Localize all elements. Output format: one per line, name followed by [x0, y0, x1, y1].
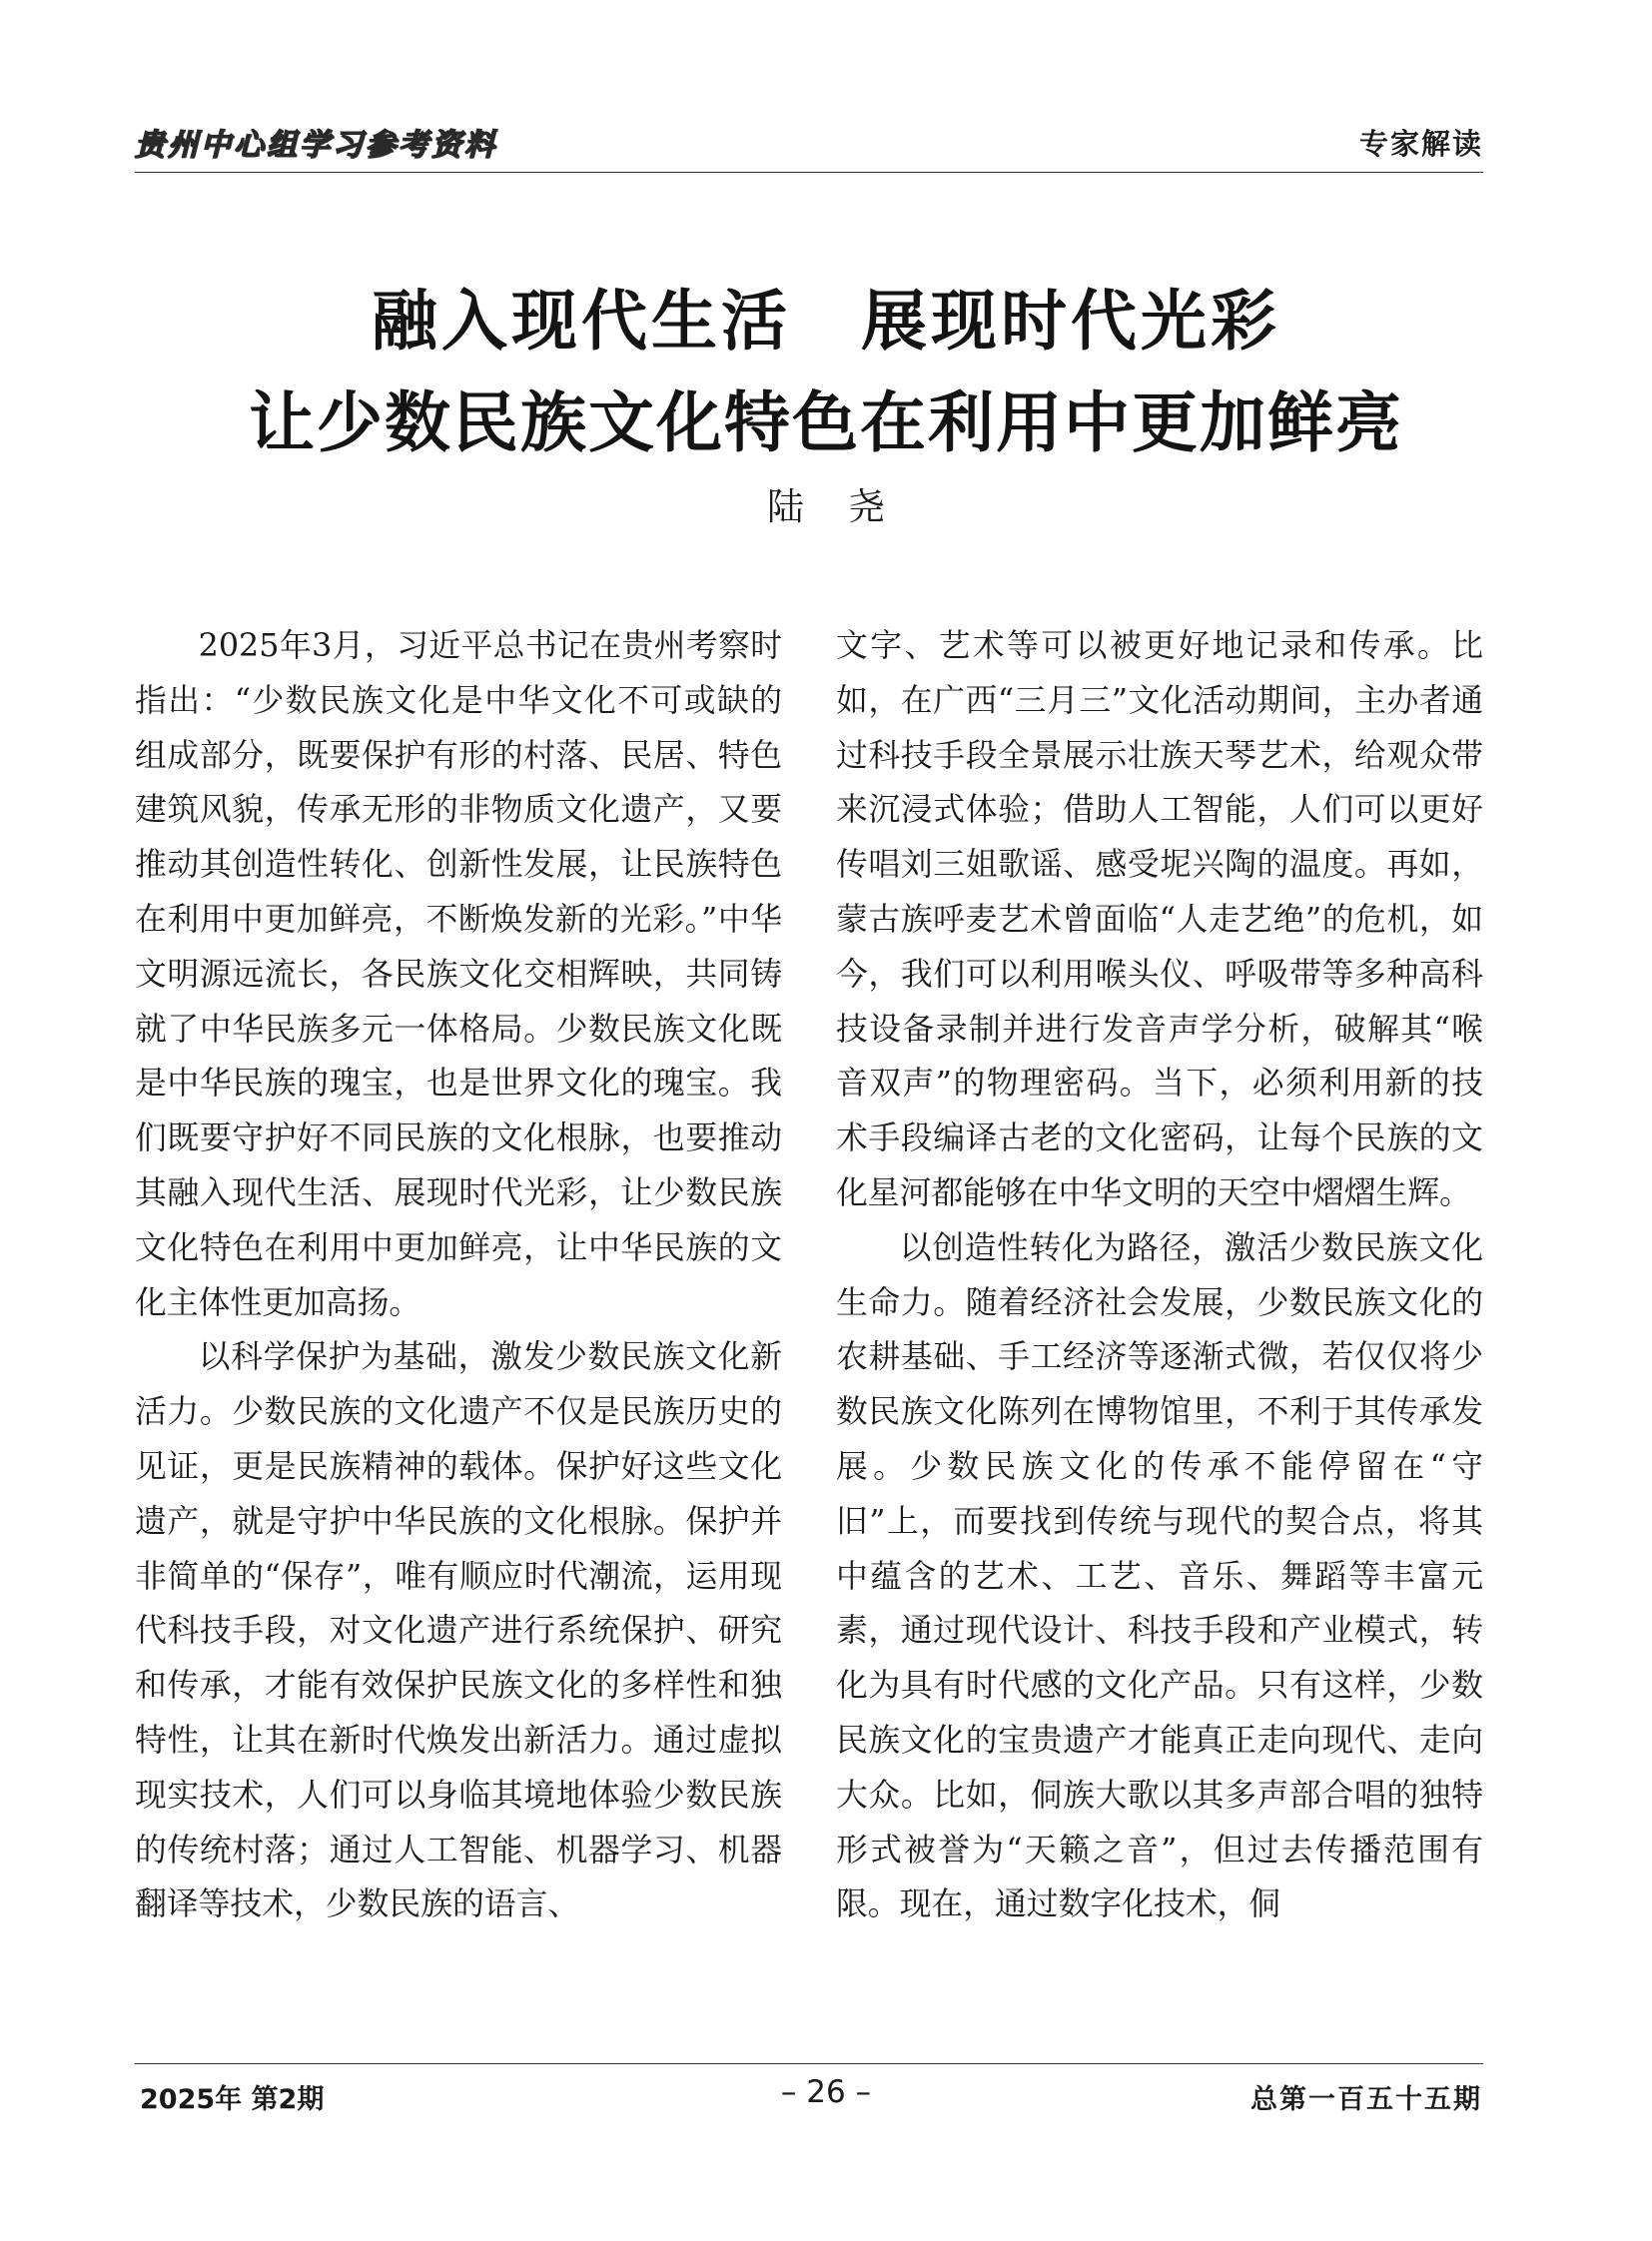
article-title-line-1: 融入现代生活 展现时代光彩: [372, 283, 1280, 360]
issue-label: 2025年 第2期: [140, 2084, 325, 2115]
article-author: 陆尧: [767, 485, 929, 528]
paragraph: 以科学保护为基础，激发少数民族文化新活力。少数民族的文化遗产不仅是民族历史的见证，更是民族精神的载体。保护好这些文化遗产，就是守护中华民族的文化根脉。保护并非简单的“保存”，唯有顺应时代潮流，运用现代科技手段，对文化遗产进行系统保护、研究和传承，才能有效保护民族文化的多样性和独特性，让其在新时代焕发出新活力。通过虚拟现实技术，人们可以身临其境地体验少数民族的传统村落；通过人工智能、机器学习、机器翻译等技术，少数民族的语言、: [135, 1338, 782, 1923]
left-column: [135, 619, 782, 1932]
paragraph: 2025年3月，习近平总书记在贵州考察时指出：“少数民族文化是中华文化不可或缺的组成部分，既要保护有形的村落、民居、特色建筑风貌，传承无形的非物质文化遗产，又要推动其创造性转化、创新性发展，让民族特色在利用中更加鲜亮，不断焕发新的光彩。”中华文明源远流长，各民族文化交相辉映，共同铸就了中华民族多元一体格局。少数民族文化既是中华民族的瑰宝，也是世界文化的瑰宝。我们既要守护好不同民族的文化根脉，也要推动其融入现代生活、展现时代光彩，让少数民族文化特色在利用中更加鲜亮，让中华民族的文化主体性更加高扬。: [135, 627, 782, 1321]
paragraph: 文字、艺术等可以被更好地记录和传承。比如，在广西“三月三”文化活动期间，主办者通过科技手段全景展示壮族天琴艺术，给观众带来沉浸式体验；借助人工智能，人们可以更好传唱刘三姐歌谣、感受坭兴陶的温度。再如，蒙古族呼麦艺术曾面临“人走艺绝”的危机，如今，我们可以利用喉头仪、呼吸带等多种高科技设备录制并进行发音声学分析，破解其“喉音双声”的物理密码。当下，必须利用新的技术手段编译古老的文化密码，让每个民族的文化星河都能够在中华文明的天空中熠熠生辉。: [836, 627, 1483, 1211]
right-column: [836, 619, 1483, 1932]
journal-name: 贵州中心组学习参考资料: [135, 128, 497, 163]
page-number: – 26 –: [780, 2074, 872, 2110]
footer-rule: [135, 2063, 1483, 2064]
header-rule: [135, 172, 1483, 173]
page-header: [135, 118, 1483, 168]
section-label: 专家解读: [1358, 127, 1483, 161]
article-title-line-2: 让少数民族文化特色在利用中更加鲜亮: [249, 384, 1403, 461]
paragraph: 以创造性转化为路径，激活少数民族文化生命力。随着经济社会发展，少数民族文化的农耕基础、手工经济等逐渐式微，若仅仅将少数民族文化陈列在博物馆里，不利于其传承发展。少数民族文化的传承不能停留在“守旧”上，而要找到传统与现代的契合点，将其中蕴含的艺术、工艺、音乐、舞蹈等丰富元素，通过现代设计、科技手段和产业模式，转化为具有时代感的文化产品。只有这样，少数民族文化的宝贵遗产才能真正走向现代、走向大众。比如，侗族大歌以其多声部合唱的独特形式被誉为“天籁之音”，但过去传播范围有限。现在，通过数字化技术，侗: [836, 1228, 1483, 1923]
total-issue-label: 总第一百五十五期: [1250, 2084, 1482, 2115]
